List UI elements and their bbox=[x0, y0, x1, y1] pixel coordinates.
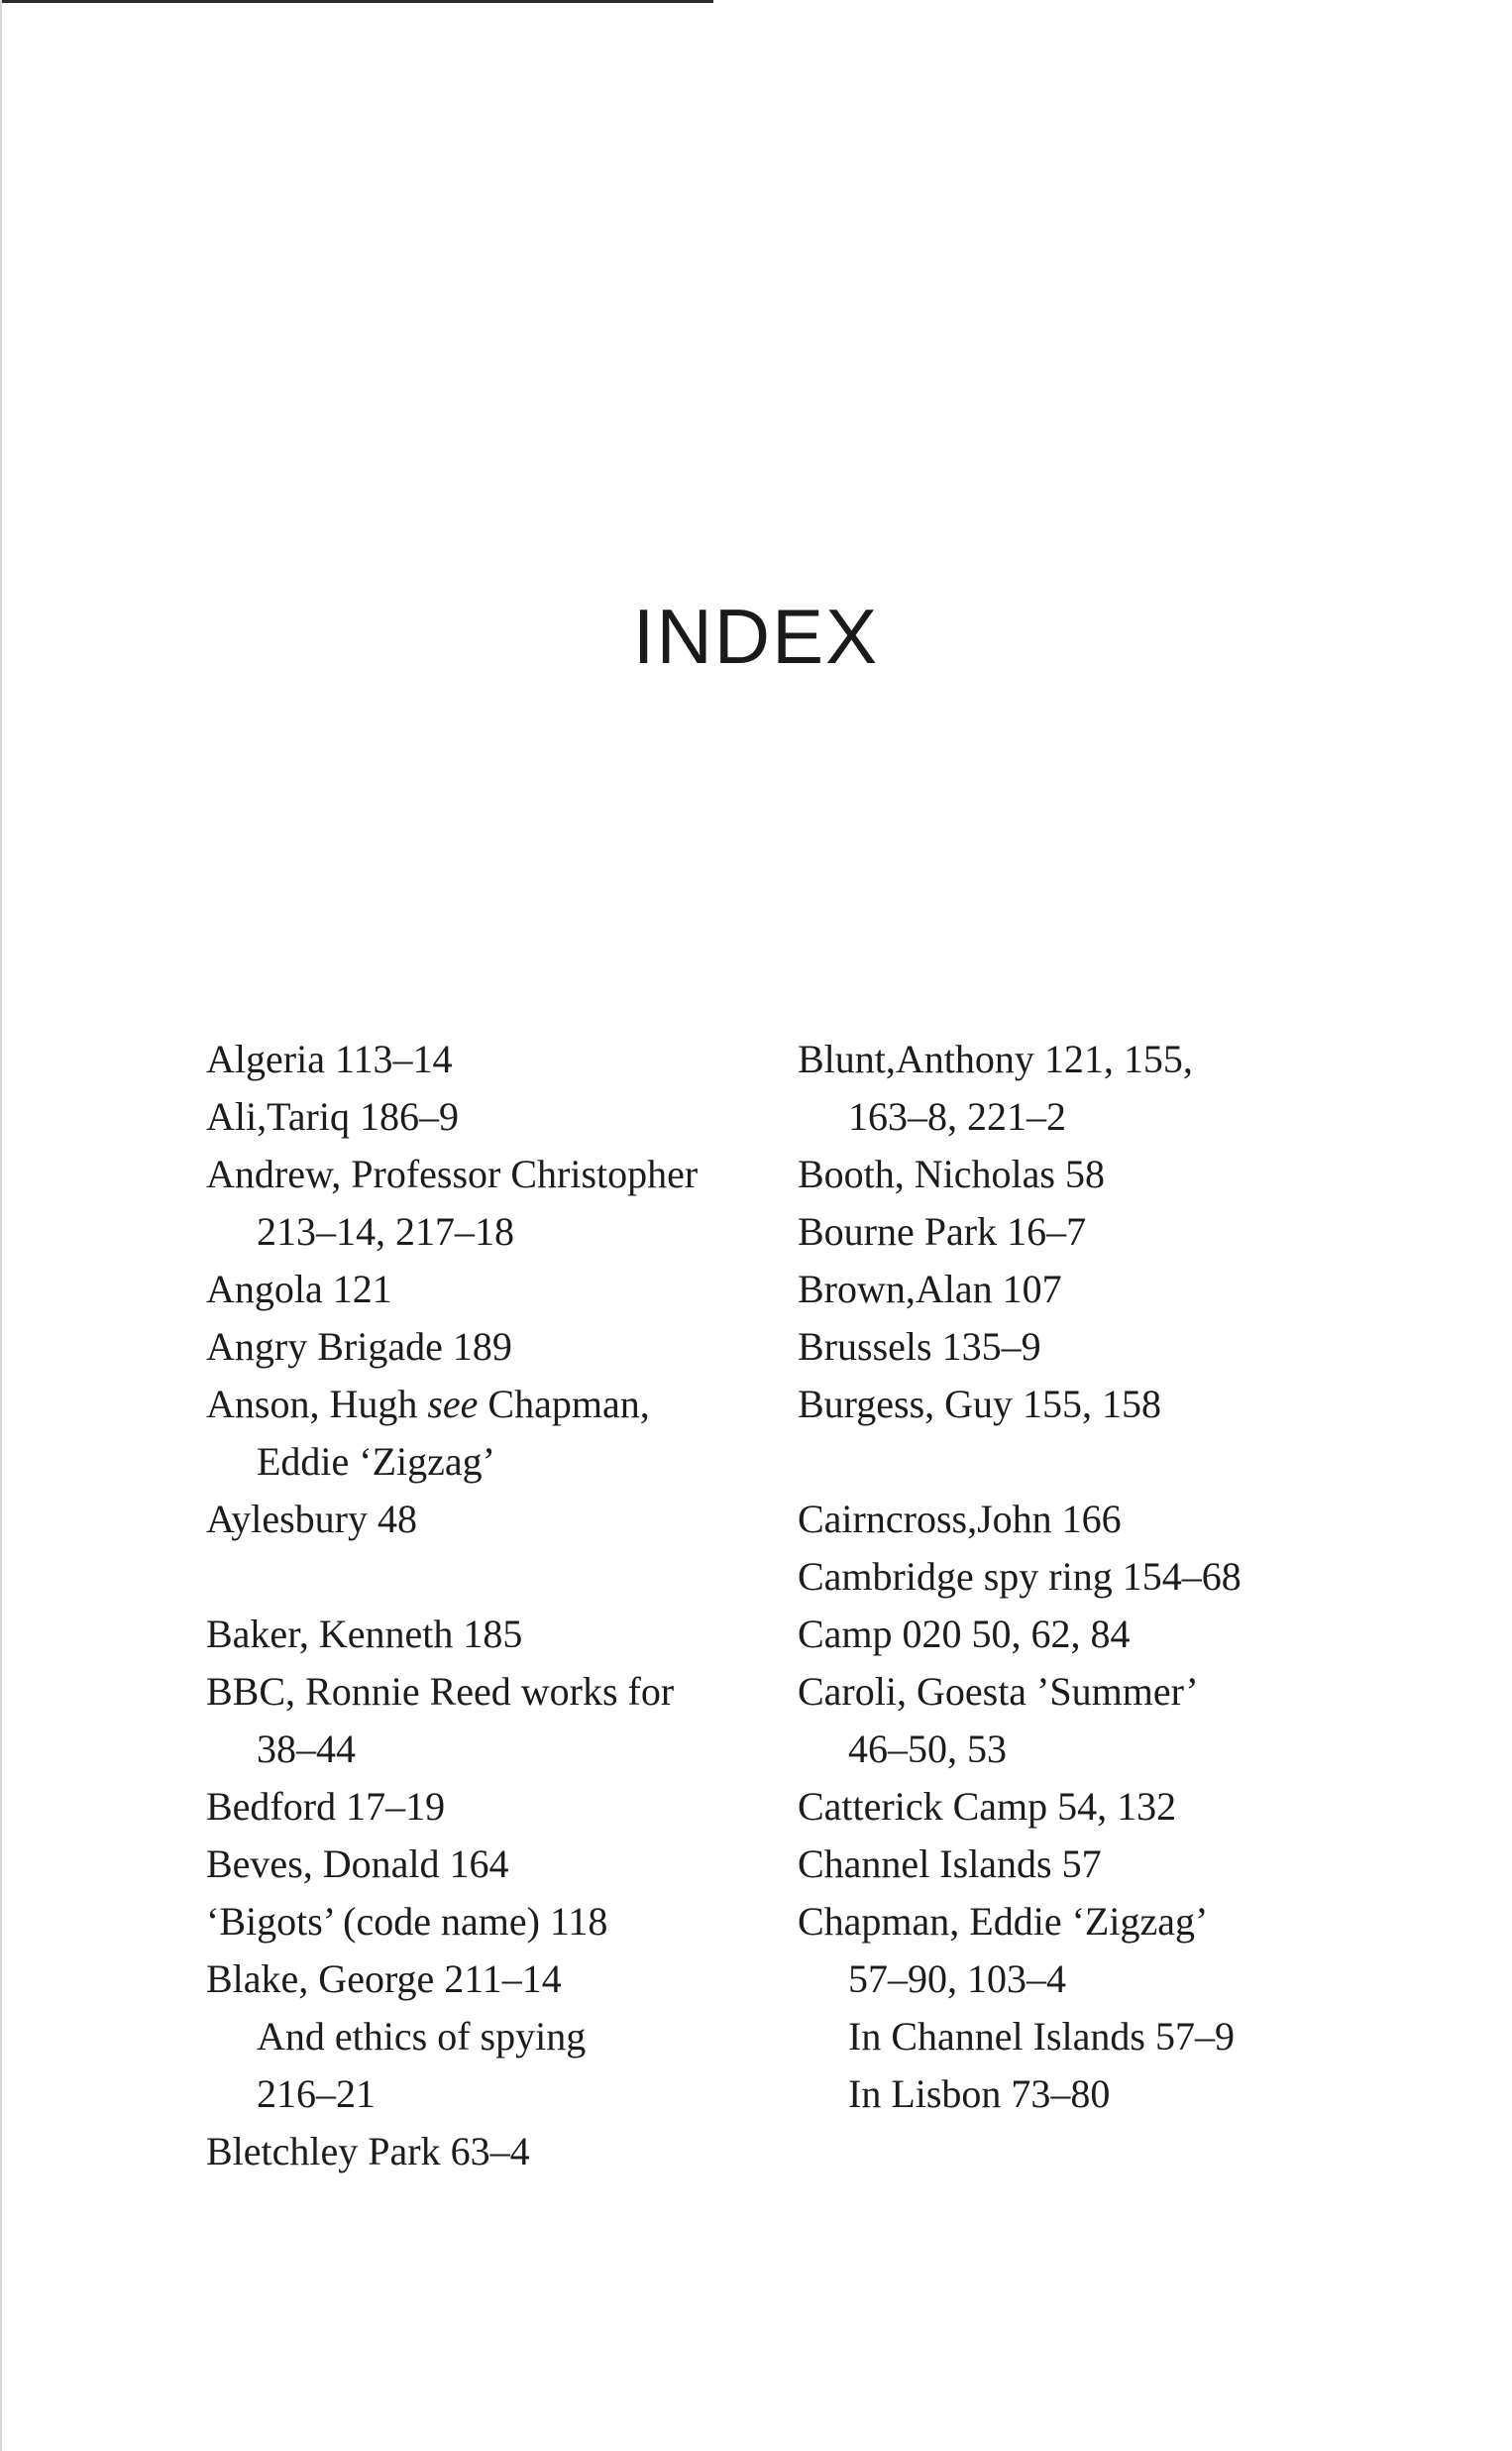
section-gap bbox=[798, 1433, 1352, 1491]
index-entry: Booth, Nicholas 58 bbox=[798, 1152, 1105, 1196]
index-entry-text: Chapman, bbox=[478, 1382, 650, 1426]
index-entry: Chapman, Eddie ‘Zigzag’ bbox=[798, 1899, 1209, 1944]
index-entry-continuation: 57–90, 103–4 bbox=[848, 1956, 1066, 2001]
index-entry-continuation: 216–21 bbox=[257, 2071, 376, 2116]
index-entry: Beves, Donald 164 bbox=[206, 1841, 509, 1886]
index-entry: Bourne Park 16–7 bbox=[798, 1209, 1087, 1254]
index-entry: Cairncross,John 166 bbox=[798, 1497, 1122, 1541]
index-entry: Angola 121 bbox=[206, 1267, 392, 1311]
index-entry-continuation: 163–8, 221–2 bbox=[848, 1094, 1066, 1139]
index-entry: Baker, Kenneth 185 bbox=[206, 1612, 523, 1656]
index-entry: Brussels 135–9 bbox=[798, 1324, 1041, 1369]
index-entry: Burgess, Guy 155, 158 bbox=[798, 1382, 1162, 1426]
index-column-right bbox=[798, 1031, 1352, 2123]
index-entry-continuation: 46–50, 53 bbox=[848, 1727, 1007, 1771]
index-entry: Channel Islands 57 bbox=[798, 1841, 1102, 1886]
index-entry: Bletchley Park 63–4 bbox=[206, 2129, 530, 2173]
index-subentry: In Channel Islands 57–9 bbox=[848, 2014, 1235, 2059]
index-entry: Andrew, Professor Christopher bbox=[206, 1152, 699, 1196]
index-entry: Blake, George 211–14 bbox=[206, 1956, 562, 2001]
index-entry: Brown,Alan 107 bbox=[798, 1267, 1062, 1311]
index-entry: Caroli, Goesta ’Summer’ bbox=[798, 1669, 1199, 1714]
index-entry bbox=[206, 1376, 761, 1433]
see-reference: see bbox=[427, 1382, 479, 1426]
top-rule bbox=[0, 0, 713, 3]
index-entry-continuation: Eddie ‘Zigzag’ bbox=[257, 1439, 495, 1484]
index-column-left bbox=[206, 1031, 761, 2180]
section-gap bbox=[206, 1548, 761, 1606]
page-title: INDEX bbox=[632, 593, 880, 680]
index-entry: Camp 020 50, 62, 84 bbox=[798, 1612, 1131, 1656]
index-entry: Bedford 17–19 bbox=[206, 1784, 446, 1829]
index-entry: Ali,Tariq 186–9 bbox=[206, 1094, 459, 1139]
index-entry-continuation: 213–14, 217–18 bbox=[257, 1209, 514, 1254]
index-subentry: In Lisbon 73–80 bbox=[848, 2071, 1111, 2116]
index-entry: Catterick Camp 54, 132 bbox=[798, 1784, 1177, 1829]
index-subentry: And ethics of spying bbox=[257, 2014, 587, 2059]
index-entry: Blunt,Anthony 121, 155, bbox=[798, 1037, 1193, 1081]
index-entry: Aylesbury 48 bbox=[206, 1497, 417, 1541]
index-entry: Algeria 113–14 bbox=[206, 1037, 453, 1081]
index-entry-continuation: 38–44 bbox=[257, 1727, 356, 1771]
index-entry-text: Anson, Hugh bbox=[206, 1382, 428, 1426]
index-entry: Angry Brigade 189 bbox=[206, 1324, 512, 1369]
index-entry: BBC, Ronnie Reed works for bbox=[206, 1669, 675, 1714]
index-entry: Cambridge spy ring 154–68 bbox=[798, 1554, 1242, 1599]
page-edge bbox=[0, 0, 2, 2451]
index-entry: ‘Bigots’ (code name) 118 bbox=[206, 1899, 608, 1944]
